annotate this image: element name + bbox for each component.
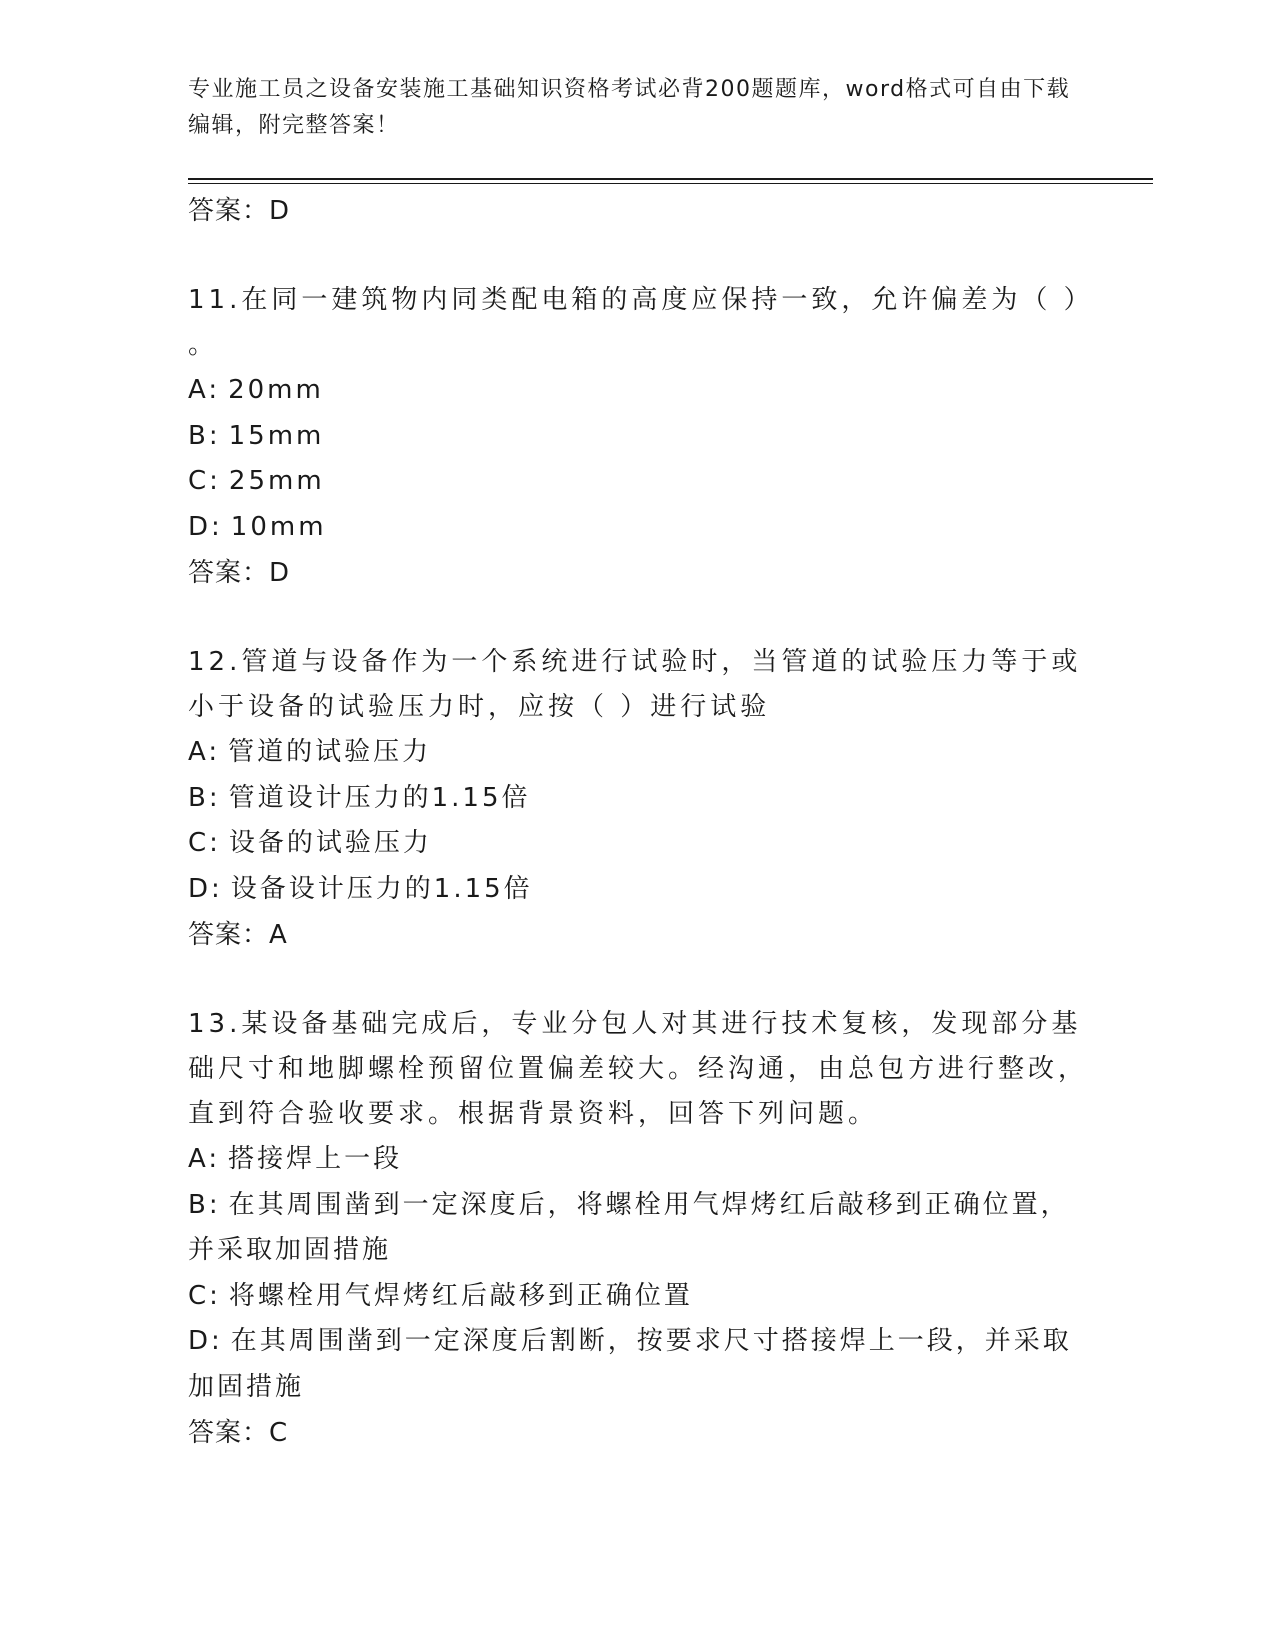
question-text: 11.在同一建筑物内同类配电箱的高度应保持一致，允许偏差为（ ） — [188, 285, 1094, 315]
option-key: A: — [188, 737, 221, 767]
option-key: C: — [188, 1280, 221, 1311]
option-key: B: — [188, 782, 221, 813]
answer-line: 答案：C — [188, 1418, 289, 1448]
option-key: D: — [188, 873, 223, 904]
option-text: 20mm — [228, 375, 324, 405]
option-text: 在其周围凿到一定深度后割断，按要求尺寸搭接焊上一段，并采取加固措施 — [188, 1326, 1072, 1402]
question-text-tail: 。 — [188, 330, 215, 360]
option-a — [188, 1137, 1088, 1183]
option-a — [188, 730, 1088, 776]
option-a — [188, 368, 1088, 414]
option-key: D: — [188, 1326, 223, 1356]
option-text: 10mm — [230, 511, 327, 542]
question-13 — [188, 1002, 1088, 1456]
option-key: D: — [188, 511, 223, 542]
option-text: 搭接焊上一段 — [228, 1144, 403, 1174]
answer-line: 答案：A — [188, 920, 288, 950]
document-body — [188, 188, 1094, 1456]
option-d — [188, 505, 1088, 551]
header-rule-thin — [188, 183, 1153, 184]
document-header — [188, 72, 1088, 144]
previous-answer: 答案：D — [188, 196, 291, 226]
option-text: 将螺栓用气焊烤红后敲移到正确位置 — [228, 1280, 693, 1311]
option-key: A: — [188, 375, 221, 405]
option-text: 管道的试验压力 — [228, 737, 432, 767]
header-title: 专业施工员之设备安装施工基础知识资格考试必背200题题库，word格式可自由下载编辑，附完整答案！ — [188, 77, 1071, 138]
option-text: 设备的试验压力 — [228, 828, 432, 858]
option-b — [188, 1183, 1088, 1274]
option-key: A: — [188, 1144, 221, 1174]
question-11 — [188, 278, 1094, 596]
option-d — [188, 867, 1088, 913]
option-c — [188, 821, 1088, 867]
option-key: B: — [188, 1189, 221, 1220]
option-b — [188, 776, 1088, 822]
option-c — [188, 459, 1088, 505]
option-c — [188, 1274, 1088, 1320]
option-d — [188, 1319, 1088, 1410]
header-rule-thick — [188, 178, 1153, 180]
question-12 — [188, 640, 1088, 958]
option-b — [188, 414, 1088, 460]
question-text: 13.某设备基础完成后，专业分包人对其进行技术复核，发现部分基础尺寸和地脚螺栓预留位置偏差较大。经沟通，由总包方进行整改，直到符合验收要求。根据背景资料，回答下列问题。 — [188, 1009, 1089, 1129]
option-text: 在其周围凿到一定深度后，将螺栓用气焊烤红后敲移到正确位置，并采取加固措施 — [188, 1189, 1070, 1265]
option-key: B: — [188, 420, 221, 451]
answer-line: 答案：D — [188, 558, 291, 588]
option-text: 设备设计压力的1.15倍 — [230, 873, 533, 904]
question-text: 12.管道与设备作为一个系统进行试验时，当管道的试验压力等于或小于设备的试验压力时，应按（ ）进行试验 — [188, 647, 1082, 722]
option-text: 25mm — [228, 466, 325, 496]
option-text: 15mm — [228, 420, 325, 451]
option-key: C: — [188, 828, 221, 858]
option-text: 管道设计压力的1.15倍 — [228, 782, 531, 813]
option-key: C: — [188, 466, 221, 496]
